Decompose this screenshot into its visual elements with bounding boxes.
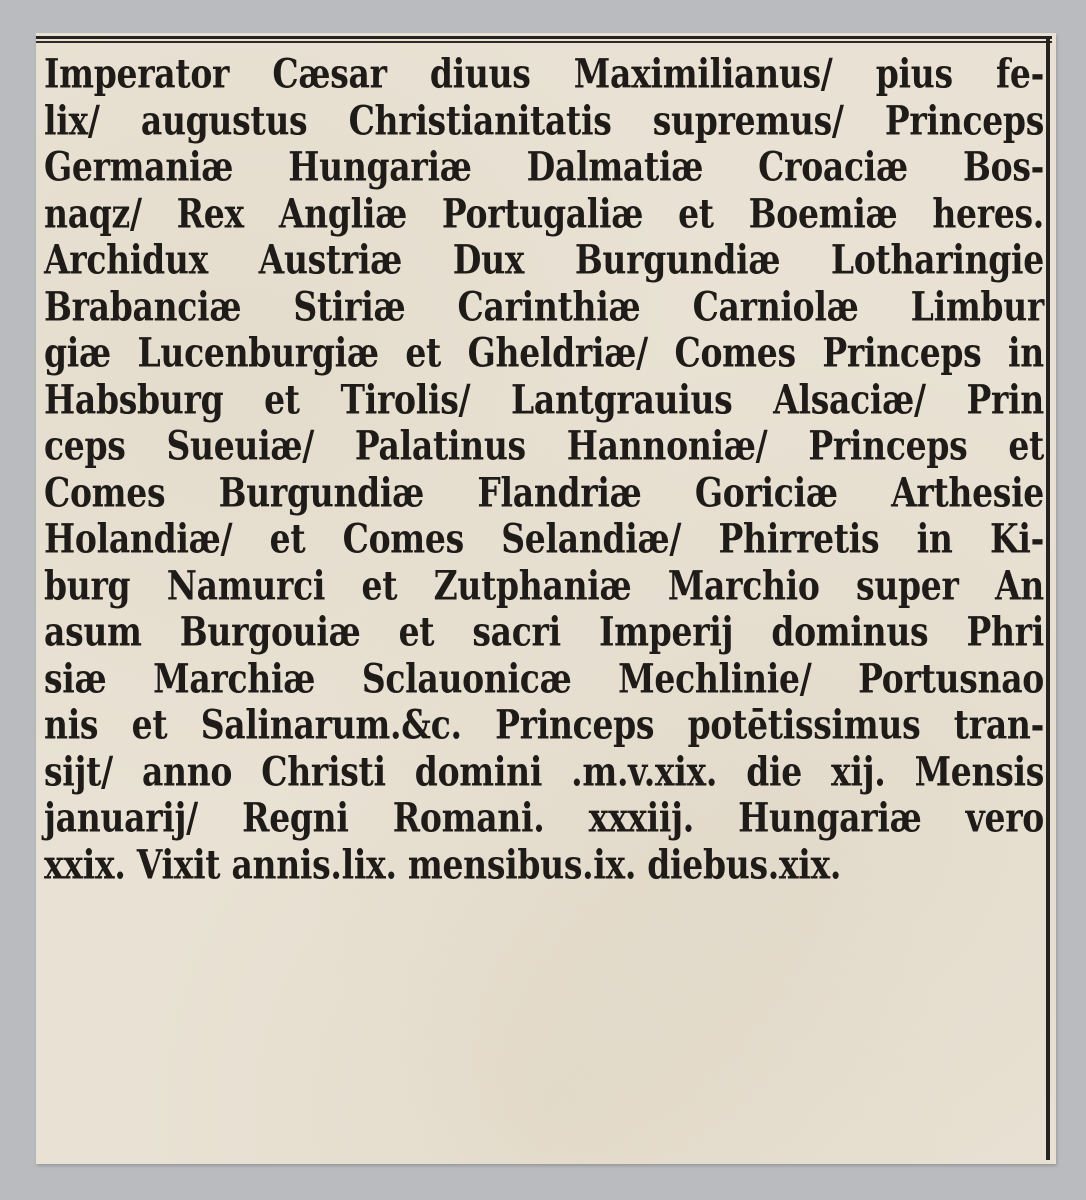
right-border-rule [1046, 36, 1050, 1160]
text-line: Germaniæ Hungariæ Dalmatiæ Croaciæ Bos- [44, 142, 1044, 191]
top-border-rule [36, 36, 1052, 39]
text-line: naqz/ Rex Angliæ Portugaliæ et Boemiæ heres. [44, 189, 1044, 237]
text-line: asum Burgouiæ et sacri Imperij dominus Phri [44, 607, 1044, 656]
text-line: sijt/ anno Christi domini .m.v.xix. die xij. Mensis [44, 747, 1044, 795]
text-line: Archidux Austriæ Dux Burgundiæ Lotharingie [44, 235, 1044, 284]
text-line: januarij/ Regni Romani. xxxiij. Hungariæ vero [44, 793, 1044, 842]
text-line: lix/ augustus Christianitatis supremus/ Princeps [44, 96, 1044, 144]
text-line: Holandiæ/ et Comes Selandiæ/ Phirretis in Ki- [44, 514, 1044, 563]
text-line: siæ Marchiæ Sclauonicæ Mechlinie/ Portusnao [44, 654, 1044, 702]
blackletter-text-block [44, 51, 1044, 888]
text-line: Comes Burgundiæ Flandriæ Goriciæ Arthesie [44, 468, 1044, 516]
text-line: Habsburg et Tirolis/ Lantgrauius Alsaciæ/ Prin [44, 375, 1044, 423]
top-border-rule-inner [36, 41, 1052, 43]
text-line: Imperator Cæsar diuus Maximilianus/ pius fe- [44, 49, 1044, 98]
text-line: Brabanciæ Stiriæ Carinthiæ Carniolæ Limbur [44, 282, 1044, 330]
text-line: ceps Sueuiæ/ Palatinus Hannoniæ/ Princeps et [44, 421, 1044, 470]
text-line: giæ Lucenburgiæ et Gheldriæ/ Comes Princeps in [44, 328, 1044, 377]
text-line: burg Namurci et Zutphaniæ Marchio super An [44, 561, 1044, 609]
text-line-last: xxix. Vixit annis.lix. mensibus.ix. diebus.xix. [44, 840, 842, 888]
printed-sheet [36, 33, 1056, 1164]
text-line: nis et Salinarum.&c. Princeps potētissimus tran- [44, 700, 1044, 749]
